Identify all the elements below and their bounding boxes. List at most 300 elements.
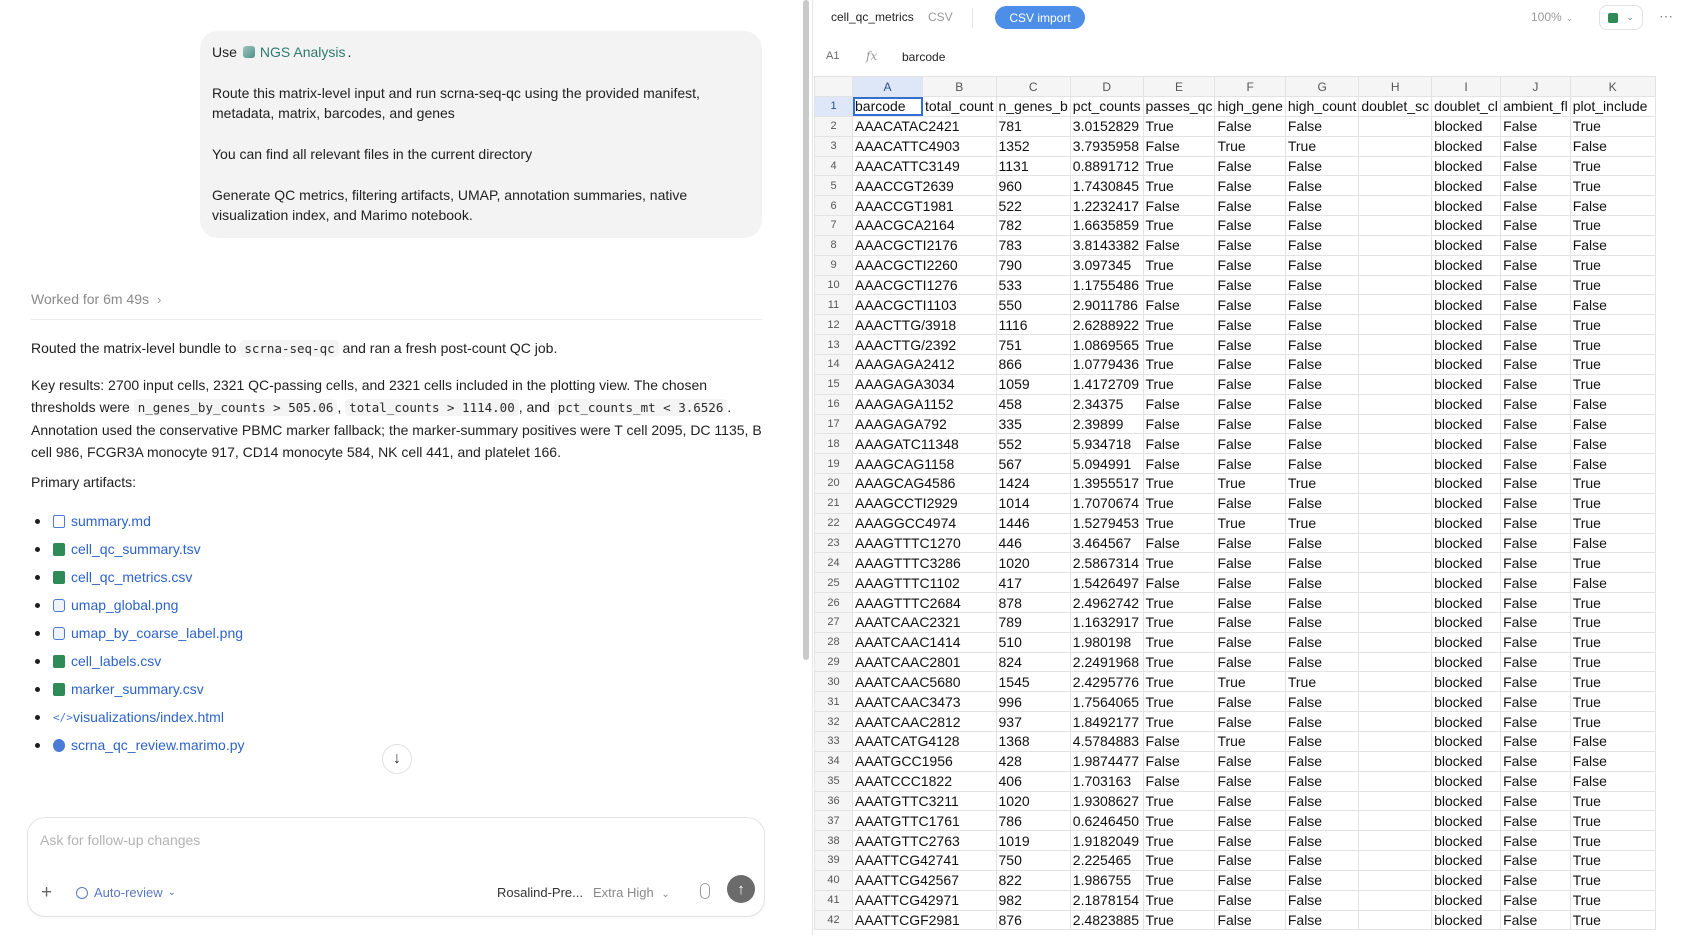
cell[interactable]: False	[1143, 533, 1215, 553]
cell[interactable]: AAAGCAG4586	[853, 474, 997, 494]
cell[interactable]: False	[1215, 176, 1285, 196]
cell[interactable]: False	[1215, 156, 1285, 176]
cell[interactable]: 1.6635859	[1070, 216, 1143, 236]
cell[interactable]: False	[1501, 216, 1571, 236]
cell[interactable]: 2.4962742	[1070, 593, 1143, 613]
cell[interactable]: True	[1143, 831, 1215, 851]
cell[interactable]: False	[1501, 533, 1571, 553]
cell[interactable]: AAACCGT1981	[853, 196, 997, 216]
row-header[interactable]: 37	[815, 811, 853, 831]
cell[interactable]: True	[1570, 493, 1655, 513]
row-header[interactable]: 27	[815, 612, 853, 632]
cell[interactable]: 1352	[996, 136, 1070, 156]
cell[interactable]: AAATGTTC3211	[853, 791, 997, 811]
cell[interactable]: 1.9182049	[1070, 831, 1143, 851]
cell[interactable]: 335	[996, 414, 1070, 434]
cell[interactable]: blocked	[1432, 831, 1501, 851]
cell[interactable]: False	[1215, 573, 1285, 593]
cell[interactable]: AAATGTTC1761	[853, 811, 997, 831]
cell[interactable]	[1359, 394, 1432, 414]
cell[interactable]: True	[1570, 553, 1655, 573]
corner-cell[interactable]	[815, 77, 853, 97]
cell[interactable]: False	[1501, 593, 1571, 613]
row-header[interactable]: 17	[815, 414, 853, 434]
cell[interactable]: 1.1755486	[1070, 275, 1143, 295]
cell[interactable]: False	[1285, 116, 1359, 136]
column-header-j[interactable]: J	[1501, 77, 1571, 97]
cell[interactable]: AAAGAGA3034	[853, 374, 997, 394]
cell[interactable]	[1359, 335, 1432, 355]
cell[interactable]: 5.934718	[1070, 434, 1143, 454]
row-header[interactable]: 32	[815, 712, 853, 732]
cell[interactable]: AAAGAGA792	[853, 414, 997, 434]
cell[interactable]: 567	[996, 454, 1070, 474]
cell[interactable]: blocked	[1432, 136, 1501, 156]
csv-import-button[interactable]: CSV import	[995, 6, 1085, 29]
cell[interactable]: high_gene	[1215, 97, 1285, 117]
cell[interactable]: True	[1570, 851, 1655, 871]
cell[interactable]: True	[1570, 513, 1655, 533]
cell[interactable]: n_genes_b	[996, 97, 1070, 117]
cell[interactable]: False	[1501, 632, 1571, 652]
cell[interactable]: 1.7564065	[1070, 692, 1143, 712]
cell[interactable]: blocked	[1432, 474, 1501, 494]
artifact-link[interactable]: visualizations/index.html	[73, 709, 224, 725]
column-header-d[interactable]: D	[1070, 77, 1143, 97]
cell[interactable]: AAATGCC1956	[853, 751, 997, 771]
cell[interactable]: True	[1570, 692, 1655, 712]
cell[interactable]: AAATCAAC5680	[853, 672, 997, 692]
row-header[interactable]: 14	[815, 354, 853, 374]
cell[interactable]: False	[1501, 335, 1571, 355]
cell[interactable]: 1116	[996, 315, 1070, 335]
cell[interactable]: blocked	[1432, 712, 1501, 732]
cell[interactable]: True	[1570, 712, 1655, 732]
cell[interactable]: True	[1570, 374, 1655, 394]
cell[interactable]: AAATTCG42971	[853, 890, 997, 910]
cell[interactable]: False	[1143, 136, 1215, 156]
cell[interactable]: False	[1215, 394, 1285, 414]
cell[interactable]	[1359, 196, 1432, 216]
cell[interactable]: 2.6288922	[1070, 315, 1143, 335]
cell[interactable]: AAAGTTTC3286	[853, 553, 997, 573]
column-header-h[interactable]: H	[1359, 77, 1432, 97]
row-header[interactable]: 16	[815, 394, 853, 414]
cell[interactable]: False	[1501, 672, 1571, 692]
scroll-to-bottom-button[interactable]	[382, 744, 412, 774]
cell[interactable]: blocked	[1432, 216, 1501, 236]
cell[interactable]: True	[1143, 652, 1215, 672]
cell[interactable]: False	[1501, 573, 1571, 593]
cell[interactable]: False	[1570, 751, 1655, 771]
artifact-link[interactable]: scrna_qc_review.marimo.py	[71, 737, 245, 753]
model-selector[interactable]: Rosalind-Pre...	[497, 885, 583, 900]
cell[interactable]	[1359, 156, 1432, 176]
cell[interactable]: blocked	[1432, 335, 1501, 355]
cell[interactable]	[1359, 474, 1432, 494]
artifact-link[interactable]: umap_global.png	[71, 597, 179, 613]
cell[interactable]: False	[1215, 910, 1285, 930]
cell[interactable]: 3.0152829	[1070, 116, 1143, 136]
cell[interactable]: True	[1570, 870, 1655, 890]
cell[interactable]: True	[1143, 791, 1215, 811]
column-header-e[interactable]: E	[1143, 77, 1215, 97]
cell[interactable]: 937	[996, 712, 1070, 732]
cell[interactable]: blocked	[1432, 394, 1501, 414]
cell[interactable]: 1.0779436	[1070, 354, 1143, 374]
cell[interactable]: False	[1285, 712, 1359, 732]
cell[interactable]: True	[1143, 493, 1215, 513]
cell[interactable]	[1359, 295, 1432, 315]
cell[interactable]: False	[1285, 156, 1359, 176]
cell[interactable]: True	[1570, 831, 1655, 851]
cell[interactable]: 417	[996, 573, 1070, 593]
cell[interactable]: 1.5426497	[1070, 573, 1143, 593]
cell[interactable]: False	[1501, 910, 1571, 930]
row-header[interactable]: 25	[815, 573, 853, 593]
cell[interactable]	[1359, 751, 1432, 771]
cell[interactable]: False	[1215, 275, 1285, 295]
cell[interactable]: False	[1285, 176, 1359, 196]
cell[interactable]: True	[1285, 513, 1359, 533]
cell[interactable]: True	[1143, 692, 1215, 712]
zoom-dropdown[interactable]	[1531, 10, 1573, 24]
cell[interactable]: False	[1143, 454, 1215, 474]
row-header[interactable]: 10	[815, 275, 853, 295]
cell[interactable]: False	[1215, 612, 1285, 632]
cell[interactable]: blocked	[1432, 295, 1501, 315]
cell[interactable]: blocked	[1432, 593, 1501, 613]
cell[interactable]: False	[1501, 315, 1571, 335]
row-header[interactable]: 38	[815, 831, 853, 851]
cell[interactable]: False	[1143, 573, 1215, 593]
cell[interactable]: 1.980198	[1070, 632, 1143, 652]
cell[interactable]: False	[1143, 394, 1215, 414]
cell[interactable]: False	[1285, 553, 1359, 573]
cell[interactable]: True	[1570, 612, 1655, 632]
cell[interactable]	[1359, 632, 1432, 652]
column-header-c[interactable]: C	[996, 77, 1070, 97]
cell[interactable]: False	[1215, 493, 1285, 513]
cell[interactable]: True	[1570, 474, 1655, 494]
cell[interactable]: False	[1285, 235, 1359, 255]
composer-input[interactable]: Ask for follow-up changes	[40, 832, 201, 848]
cell[interactable]: AAACGCTI2176	[853, 235, 997, 255]
cell[interactable]: blocked	[1432, 573, 1501, 593]
row-header[interactable]: 23	[815, 533, 853, 553]
cell[interactable]: False	[1501, 732, 1571, 752]
cell[interactable]: True	[1143, 870, 1215, 890]
row-header[interactable]: 19	[815, 454, 853, 474]
cell[interactable]: False	[1215, 414, 1285, 434]
artifact-link[interactable]: summary.md	[71, 513, 151, 529]
cell[interactable]: False	[1501, 374, 1571, 394]
cell[interactable]: False	[1215, 454, 1285, 474]
cell[interactable]: False	[1215, 196, 1285, 216]
cell[interactable]: True	[1215, 136, 1285, 156]
cell[interactable]: False	[1285, 692, 1359, 712]
cell[interactable]: 751	[996, 335, 1070, 355]
cell[interactable]: True	[1143, 811, 1215, 831]
cell[interactable]: True	[1143, 335, 1215, 355]
chat-scrollbar[interactable]	[803, 0, 809, 660]
cell[interactable]: False	[1285, 493, 1359, 513]
cell[interactable]: blocked	[1432, 454, 1501, 474]
cell[interactable]: 1131	[996, 156, 1070, 176]
cell[interactable]: True	[1570, 156, 1655, 176]
cell[interactable]: 1020	[996, 553, 1070, 573]
cell[interactable]	[1359, 652, 1432, 672]
cell[interactable]: AAACATAC2421	[853, 116, 997, 136]
cell[interactable]: False	[1285, 831, 1359, 851]
cell[interactable]: False	[1501, 890, 1571, 910]
cell[interactable]: AAAGTTTC2684	[853, 593, 997, 613]
cell[interactable]: False	[1501, 136, 1571, 156]
cell[interactable]	[1359, 434, 1432, 454]
cell[interactable]: doublet_cl	[1432, 97, 1501, 117]
cell[interactable]: AAAGAGA2412	[853, 354, 997, 374]
cell[interactable]: passes_qc	[1143, 97, 1215, 117]
cell[interactable]: False	[1285, 593, 1359, 613]
cell[interactable]: blocked	[1432, 235, 1501, 255]
cell[interactable]: 1.986755	[1070, 870, 1143, 890]
cell[interactable]: False	[1285, 851, 1359, 871]
cell[interactable]: True	[1143, 275, 1215, 295]
cell[interactable]: True	[1570, 811, 1655, 831]
cell[interactable]: False	[1143, 771, 1215, 791]
cell[interactable]	[1359, 910, 1432, 930]
cell[interactable]: True	[1143, 712, 1215, 732]
cell[interactable]: AAACGCA2164	[853, 216, 997, 236]
cell[interactable]	[1359, 692, 1432, 712]
cell[interactable]	[1359, 593, 1432, 613]
cell[interactable]: 406	[996, 771, 1070, 791]
artifact-link[interactable]: cell_qc_metrics.csv	[71, 569, 193, 585]
cell[interactable]: False	[1501, 474, 1571, 494]
row-header[interactable]: 3	[815, 136, 853, 156]
cell[interactable]: False	[1285, 870, 1359, 890]
cell[interactable]: True	[1285, 136, 1359, 156]
cell[interactable]	[1359, 712, 1432, 732]
cell[interactable]: 428	[996, 751, 1070, 771]
row-header[interactable]: 24	[815, 553, 853, 573]
cell[interactable]: False	[1215, 692, 1285, 712]
cell[interactable]: True	[1570, 910, 1655, 930]
row-header[interactable]: 35	[815, 771, 853, 791]
cell[interactable]	[1359, 771, 1432, 791]
cell[interactable]: False	[1285, 255, 1359, 275]
cell[interactable]: blocked	[1432, 732, 1501, 752]
cell[interactable]: 0.8891712	[1070, 156, 1143, 176]
cell[interactable]: 1.9308627	[1070, 791, 1143, 811]
artifact-link[interactable]: umap_by_coarse_label.png	[71, 625, 244, 641]
cell[interactable]: True	[1570, 354, 1655, 374]
cell[interactable]: blocked	[1432, 553, 1501, 573]
cell[interactable]	[1359, 235, 1432, 255]
cell[interactable]: False	[1501, 354, 1571, 374]
cell[interactable]: False	[1285, 751, 1359, 771]
cell[interactable]: False	[1501, 295, 1571, 315]
cell[interactable]: 1424	[996, 474, 1070, 494]
cell[interactable]: True	[1215, 732, 1285, 752]
cell[interactable]: 458	[996, 394, 1070, 414]
cell[interactable]: False	[1285, 295, 1359, 315]
cell[interactable]: True	[1215, 672, 1285, 692]
cell[interactable]: blocked	[1432, 275, 1501, 295]
cell[interactable]: False	[1143, 235, 1215, 255]
cell[interactable]: AAATCAAC1414	[853, 632, 997, 652]
cell[interactable]: 552	[996, 434, 1070, 454]
cell[interactable]: False	[1501, 771, 1571, 791]
cell[interactable]	[1359, 275, 1432, 295]
cell[interactable]: True	[1570, 791, 1655, 811]
cell[interactable]: blocked	[1432, 156, 1501, 176]
cell[interactable]: False	[1570, 573, 1655, 593]
cell[interactable]: False	[1501, 196, 1571, 216]
cell[interactable]: AAAGATC11348	[853, 434, 997, 454]
cell[interactable]: True	[1570, 255, 1655, 275]
cell[interactable]: blocked	[1432, 791, 1501, 811]
cell[interactable]: False	[1501, 156, 1571, 176]
cell[interactable]: 1.9874477	[1070, 751, 1143, 771]
cell[interactable]: total_count	[923, 97, 997, 117]
send-button[interactable]	[727, 875, 755, 903]
more-options-icon[interactable]: ⋯	[1659, 8, 1674, 24]
cell[interactable]: False	[1570, 533, 1655, 553]
cell[interactable]: 5.094991	[1070, 454, 1143, 474]
cell[interactable]: AAATGTTC2763	[853, 831, 997, 851]
cell[interactable]: False	[1501, 712, 1571, 732]
cell[interactable]: AAACATTC4903	[853, 136, 997, 156]
cell[interactable]: False	[1501, 751, 1571, 771]
cell[interactable]: 876	[996, 910, 1070, 930]
row-header[interactable]: 12	[815, 315, 853, 335]
row-header[interactable]: 15	[815, 374, 853, 394]
cell[interactable]	[1359, 216, 1432, 236]
cell[interactable]: AAACCGT2639	[853, 176, 997, 196]
cell[interactable]: False	[1215, 295, 1285, 315]
cell[interactable]: False	[1285, 454, 1359, 474]
cell[interactable]: 0.6246450	[1070, 811, 1143, 831]
cell[interactable]: False	[1285, 533, 1359, 553]
cell[interactable]: 783	[996, 235, 1070, 255]
cell[interactable]: False	[1285, 771, 1359, 791]
cell[interactable]: blocked	[1432, 751, 1501, 771]
cell[interactable]: blocked	[1432, 196, 1501, 216]
cell[interactable]: 510	[996, 632, 1070, 652]
cell[interactable]: 2.34375	[1070, 394, 1143, 414]
cell[interactable]: False	[1215, 831, 1285, 851]
cell[interactable]: False	[1215, 791, 1285, 811]
cell[interactable]: blocked	[1432, 652, 1501, 672]
worked-duration-toggle[interactable]	[31, 291, 161, 307]
cell[interactable]: blocked	[1432, 533, 1501, 553]
cell[interactable]: False	[1285, 811, 1359, 831]
cell[interactable]: blocked	[1432, 434, 1501, 454]
cell[interactable]: 824	[996, 652, 1070, 672]
cell[interactable]: AAAGGCC4974	[853, 513, 997, 533]
cell[interactable]: 1019	[996, 831, 1070, 851]
cell[interactable]: 2.2491968	[1070, 652, 1143, 672]
cell[interactable]: 533	[996, 275, 1070, 295]
row-header[interactable]: 22	[815, 513, 853, 533]
cell[interactable]: AAAGTTTC1270	[853, 533, 997, 553]
cell[interactable]: False	[1501, 493, 1571, 513]
cell[interactable]: True	[1143, 354, 1215, 374]
cell[interactable]	[1359, 414, 1432, 434]
cell[interactable]: 996	[996, 692, 1070, 712]
row-header[interactable]: 41	[815, 890, 853, 910]
cell[interactable]: True	[1143, 116, 1215, 136]
cell[interactable]: False	[1285, 394, 1359, 414]
cell[interactable]: AAATTCG42741	[853, 851, 997, 871]
cell[interactable]: 1.3955517	[1070, 474, 1143, 494]
cell[interactable]: high_count	[1285, 97, 1359, 117]
cell[interactable]: AAATCAAC2321	[853, 612, 997, 632]
cell[interactable]: False	[1501, 652, 1571, 672]
cell[interactable]: 1446	[996, 513, 1070, 533]
skill-chip-ngs-analysis[interactable]	[243, 42, 346, 62]
row-header[interactable]: 9	[815, 255, 853, 275]
cell[interactable]: AAATCAAC3473	[853, 692, 997, 712]
cell[interactable]: False	[1501, 870, 1571, 890]
cell[interactable]	[1359, 116, 1432, 136]
cell[interactable]: True	[1143, 255, 1215, 275]
cell[interactable]: 960	[996, 176, 1070, 196]
column-header-f[interactable]: F	[1215, 77, 1285, 97]
cell[interactable]: False	[1570, 434, 1655, 454]
cell[interactable]: blocked	[1432, 116, 1501, 136]
cell[interactable]: AAATCAAC2812	[853, 712, 997, 732]
cell[interactable]: 781	[996, 116, 1070, 136]
row-header[interactable]: 6	[815, 196, 853, 216]
cell[interactable]: 2.39899	[1070, 414, 1143, 434]
cell[interactable]: True	[1143, 851, 1215, 871]
cell[interactable]: True	[1143, 632, 1215, 652]
cell[interactable]: False	[1501, 553, 1571, 573]
cell[interactable]: 1.8492177	[1070, 712, 1143, 732]
row-header[interactable]: 36	[815, 791, 853, 811]
cell[interactable]: False	[1215, 652, 1285, 672]
cell[interactable]	[1359, 831, 1432, 851]
cell[interactable]	[1359, 612, 1432, 632]
cell[interactable]: False	[1143, 732, 1215, 752]
cell[interactable]: False	[1570, 295, 1655, 315]
cell[interactable]: False	[1570, 732, 1655, 752]
row-header[interactable]: 7	[815, 216, 853, 236]
column-header-g[interactable]: G	[1285, 77, 1359, 97]
cell[interactable]: barcode	[853, 97, 923, 117]
cell[interactable]	[1359, 732, 1432, 752]
artifact-link[interactable]: cell_qc_summary.tsv	[71, 541, 201, 557]
artifact-link[interactable]: cell_labels.csv	[71, 653, 162, 669]
row-header[interactable]: 40	[815, 870, 853, 890]
cell[interactable]: True	[1285, 672, 1359, 692]
cell[interactable]: True	[1570, 275, 1655, 295]
cell[interactable]: True	[1143, 672, 1215, 692]
cell[interactable]: False	[1215, 315, 1285, 335]
cell[interactable]: False	[1501, 255, 1571, 275]
cell[interactable]: False	[1501, 394, 1571, 414]
cell[interactable]: blocked	[1432, 612, 1501, 632]
cell[interactable]	[1359, 851, 1432, 871]
cell[interactable]: False	[1570, 454, 1655, 474]
cell[interactable]	[1359, 493, 1432, 513]
cell[interactable]: True	[1570, 652, 1655, 672]
cell[interactable]: 2.5867314	[1070, 553, 1143, 573]
cell[interactable]: 550	[996, 295, 1070, 315]
cell[interactable]: True	[1143, 474, 1215, 494]
